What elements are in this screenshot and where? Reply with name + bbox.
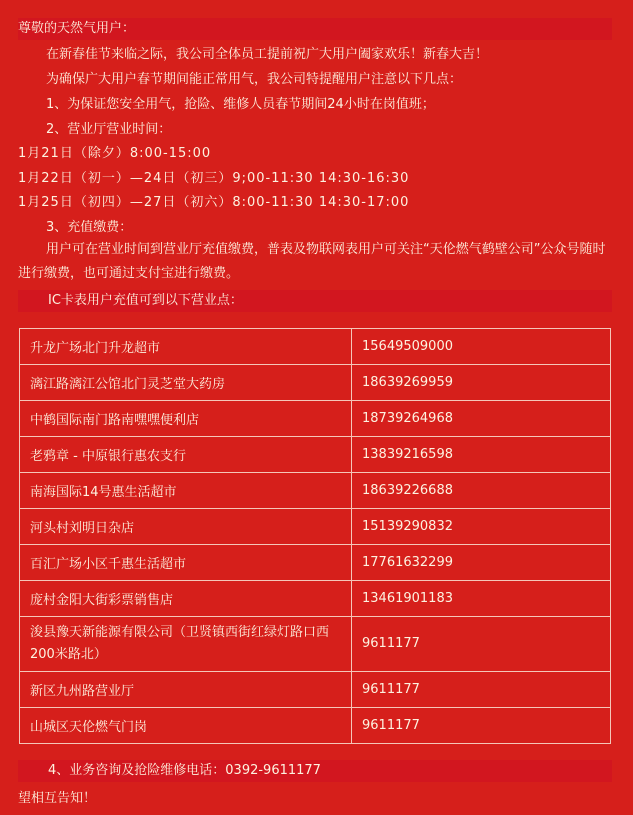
point-name: 升龙广场北门升龙超市 [20,329,352,365]
table-row [20,401,611,437]
table-row [20,672,611,708]
point-name: 南海国际14号惠生活超市 [20,473,352,509]
point-phone: 9611177 [352,617,611,672]
point-name: 浚县豫天新能源有限公司（卫贤镇西街红绿灯路口西200米路北） [20,617,352,672]
hours-line-3: 1月25日（初四）—27日（初六）8:00-11:30 14:30-17:00 [18,195,410,210]
point-phone: 13839216598 [352,437,611,473]
point-name: 老鸦章 - 中原银行惠农支行 [20,437,352,473]
table-row [20,545,611,581]
point-phone: 18639226688 [352,473,611,509]
intro-line-1: 在新春佳节来临之际，我公司全体员工提前祝广大用户阖家欢乐！新春大吉！ [46,47,489,62]
point-name: 漓江路漓江公馆北门灵芝堂大药房 [20,365,352,401]
point-name: 山城区天伦燃气门岗 [20,708,352,744]
contact-band [18,760,612,782]
point-phone: 15139290832 [352,509,611,545]
point-phone: 18739264968 [352,401,611,437]
table-row [20,437,611,473]
point-3: 3、充值缴费： [46,220,133,235]
point-phone: 9611177 [352,708,611,744]
point-phone: 17761632299 [352,545,611,581]
ic-heading-band [18,290,612,312]
intro-line-2: 为确保广大用户春节期间能正常用气，我公司特提醒用户注意以下几点： [46,72,463,87]
table-row [20,708,611,744]
table-row [20,473,611,509]
table-row [20,365,611,401]
greeting: 尊敬的天然气用户： [18,21,136,36]
table-row [20,509,611,545]
point-name: 中鹤国际南门路南嘿嘿便利店 [20,401,352,437]
point-phone: 18639269959 [352,365,611,401]
point-name: 庞村金阳大街彩票销售店 [20,581,352,617]
hours-line-2: 1月22日（初一）—24日（初三）9;00-11:30 14:30-16:30 [18,171,410,186]
service-points-table [19,328,611,744]
point-name: 河头村刘明日杂店 [20,509,352,545]
table-row [20,617,611,672]
point-phone: 13461901183 [352,581,611,617]
payment-text: 用户可在营业时间到营业厅充值缴费，普表及物联网表用户可关注“天伦燃气鹤壁公司”公众号随时进行缴费，也可通过支付宝进行缴费。 [18,242,606,281]
hours-line-1: 1月21日（除夕）8:00-15:00 [18,146,212,161]
point-name: 新区九州路营业厅 [20,672,352,708]
point-2: 2、营业厅营业时间： [46,122,172,137]
greeting-band [18,18,612,40]
closing: 望相互告知！ [18,791,97,806]
table-row [20,329,611,365]
ic-heading: IC卡表用户充值可到以下营业点： [48,293,243,308]
point-phone: 9611177 [352,672,611,708]
table-row [20,581,611,617]
point-1: 1、为保证您安全用气，抢险、维修人员春节期间24小时在岗值班； [46,97,435,112]
point-phone: 15649509000 [352,329,611,365]
point-4: 4、业务咨询及抢险维修电话：0392-9611177 [48,763,321,778]
point-name: 百汇广场小区千惠生活超市 [20,545,352,581]
